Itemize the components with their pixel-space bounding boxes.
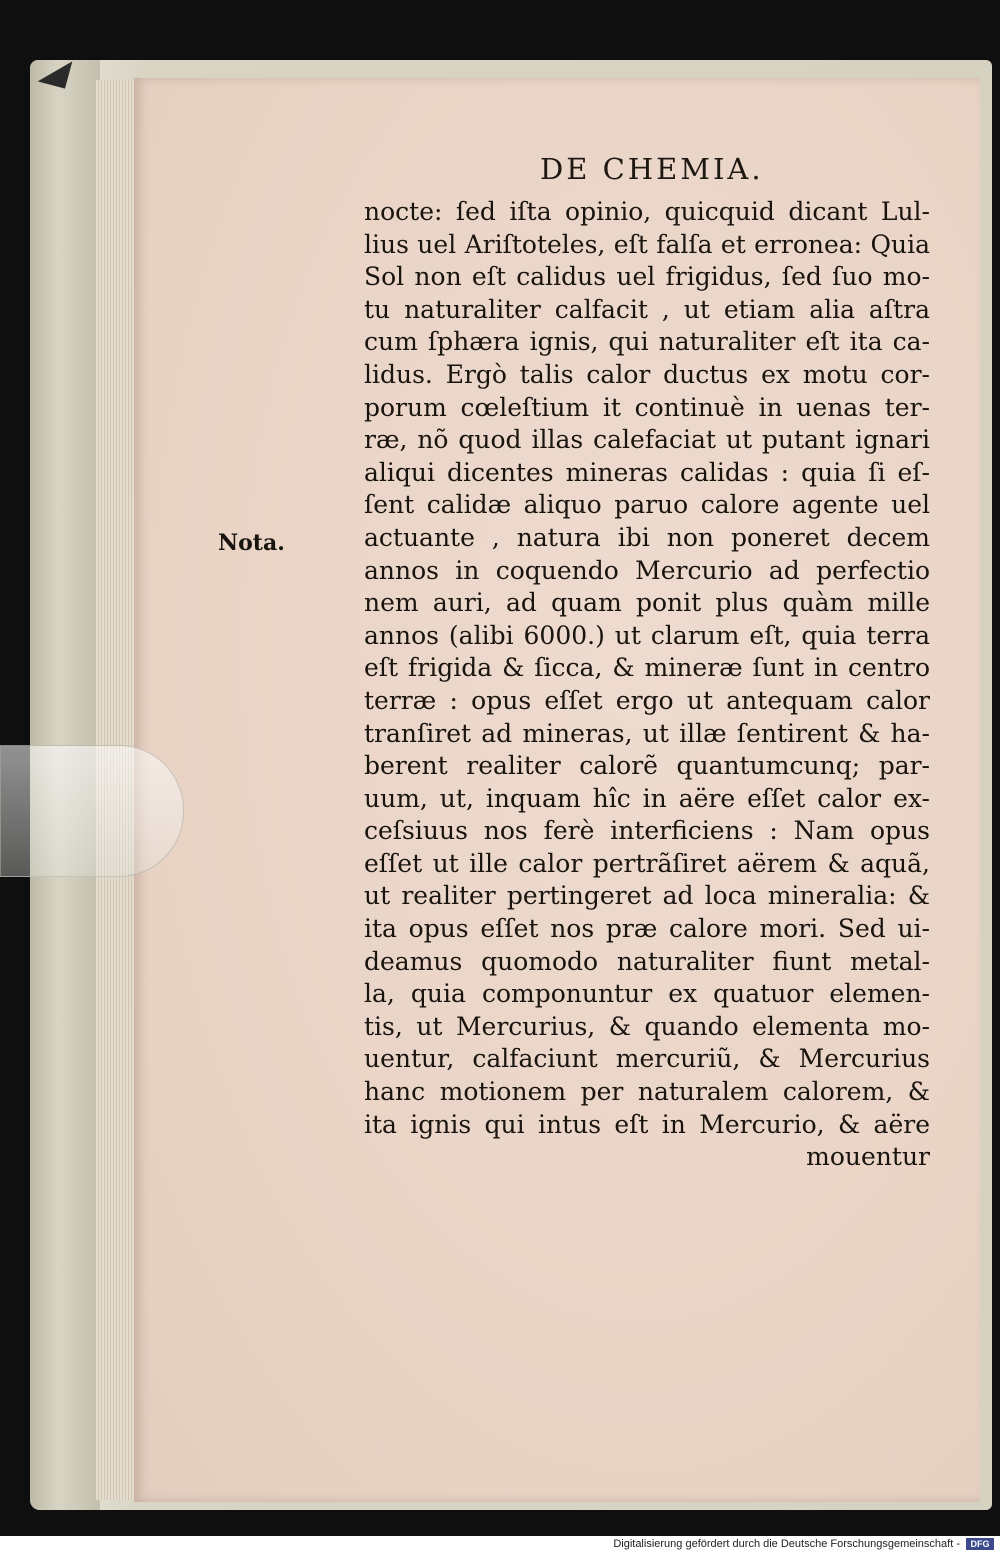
text-line: berent realiter calorẽ quantumcunq; par- [364,751,930,781]
running-head: DE CHEMIA. [540,152,764,186]
text-line: annos in coquendo Mercurio ad perfectio [364,555,930,585]
text-line: tranſiret ad mineras, ut illæ ſentirent & ha- [364,718,930,748]
text-line: nocte: ſed iſta opinio, quicquid dicant Lul- [364,197,930,226]
text-line: hanc motionem per naturalem calorem, & [364,1077,930,1107]
body-text [364,196,930,1174]
text-line: deamus quomodo naturaliter fiunt metal- [364,946,930,976]
text-line: ceſsiuus nos ferè interficiens : Nam opus [364,816,930,846]
text-line: nem auri, ad quam ponit plus quàm mille [364,588,930,618]
text-line: uum, ut, inquam hîc in aëre eſſet calor ex- [364,783,930,813]
text-line: ita ignis qui intus eſt in Mercurio, & aëre [364,1109,930,1139]
text-line: uentur, calfaciunt mercuriũ, & Mercurius [364,1044,930,1074]
text-line: annos (alibi 6000.) ut clarum eſt, quia terra [364,620,930,650]
text-line: tu naturaliter calfacit , ut etiam alia aſtra [364,294,930,324]
text-line: lius uel Ariſtoteles, eſt falſa et erronea: Quia [364,229,930,259]
text-line: la, quia componuntur ex quatuor elemen- [364,979,930,1009]
text-line: Sol non eſt calidus uel frigidus, ſed ſuo mo- [364,262,930,292]
funding-credit: Digitalisierung gefördert durch die Deutsche Forschungsgemeinschaft - [613,1538,960,1550]
text-line: actuante , natura ibi non poneret decem [364,522,930,552]
text-line: porum cœleſtium it continuè in uenas ter- [364,392,930,422]
text-line: terræ : opus eſſet ergo ut antequam calor [364,685,930,715]
dfg-logo-icon: DFG [966,1538,994,1550]
text-line: aliqui dicentes mineras calidas : quia ſi eſ- [364,457,930,487]
text-line: eſſet ut ille calor pertrãſiret aërem & aquã, [364,848,930,878]
text-line: ræ, nõ quod illas calefaciat ut putant ignari [364,425,930,455]
catchword: mouentur [806,1142,930,1172]
text-line: tis, ut Mercurius, & quando elementa mo- [364,1011,930,1041]
text-line: ſent calidæ aliquo paruo calore agente uel [364,490,930,520]
transparent-clip-tab [0,745,184,877]
text-line: cum ſphæra ignis, qui naturaliter eſt ita ca- [364,327,930,357]
text-line: eſt frigida & ſicca, & mineræ ſunt in centro [364,653,930,683]
text-line: ita opus eſſet nos præ calore mori. Sed ui- [364,914,930,944]
text-line: ut realiter pertingeret ad loca mineralia: & [364,881,930,911]
text-line: lidus. Ergò talis calor ductus ex motu cor- [364,359,930,389]
margin-note: Nota. [218,530,285,556]
